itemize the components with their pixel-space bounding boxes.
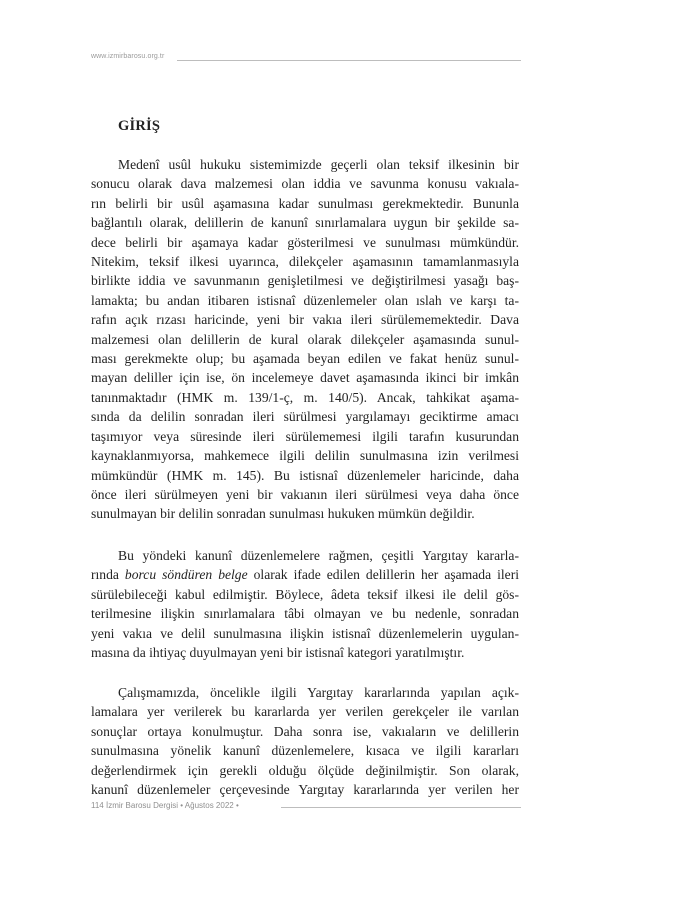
text-line: mümkündür (HMK m. 145). Bu istisnaî düzenlemeler haricinde, daha (91, 467, 519, 483)
footer-text: 114 İzmir Barosu Dergisi • Ağustos 2022 • (91, 801, 239, 810)
text-line: rın belirli bir usûl aşamasına kadar sunulması gerekmektedir. Bununla (91, 195, 519, 211)
text-line: sında da delilin sonradan ileri sürülmesi yargılamayı geciktirme amacı (91, 409, 519, 425)
text-line: değerlendirmek için gerekli olduğu ölçüde değinilmiştir. Son olarak, (91, 762, 519, 778)
footer-rule (281, 807, 521, 808)
text-line: sunulmayan bir delilin sonradan sunulması hukuken mümkün değildir. (91, 506, 475, 522)
section-title: GİRİŞ (118, 118, 161, 134)
text-line: kaynaklanmıyorsa, mahkemece ilgili delilin sunulmasına izin verilmesi (91, 448, 519, 464)
text-line: Medenî usûl hukuku sistemimizde geçerli olan teksif ilkesinin bir (118, 157, 519, 172)
text-line: sürülebileceği kabul edilmiştir. Böylece, âdeta teksif ilkesi ile delil gös- (91, 586, 519, 602)
running-footer (91, 801, 521, 815)
paragraph-3 (91, 683, 519, 799)
text-line: Çalışmamızda, öncelikle ilgili Yargıtay kararlarında yapılan açık- (118, 685, 519, 700)
paragraph-1 (91, 155, 519, 524)
text-line: taşımıyor veya süresinde ileri sürülememesi ilgili tarafın kusurundan (91, 428, 519, 444)
text-line: kanunî düzenlemeler çerçevesinde Yargıtay kararlarında yer verilen her (91, 782, 519, 798)
text-line: dece belirli bir aşamaya kadar gösterilmesi ve sunulması mümkündür. (91, 234, 519, 250)
text-line: lamalara yer verilerek bu kararlarda yer verilen gerekçeler ile varılan (91, 704, 519, 720)
text-line: bağlantılı olarak, delillerin de kanunî sınırlamalara uygun bir şekilde sa- (91, 215, 519, 231)
text-line: rafın açık rızası haricinde, yeni bir vakıa ileri sürülememektedir. Dava (91, 312, 519, 328)
text-line: önce ileri sürülmeyen yeni bir vakıanın ileri sürülmesi veya daha önce (91, 486, 519, 502)
text-line: lamakta; bu andan itibaren istisnaî düzenlemeler olan ıslah ve karşı ta- (91, 292, 519, 308)
italic-term: borcu söndüren belge (124, 567, 248, 583)
text-line: birlikte iddia ve savunmanın genişletilmesi ve değiştirilmesi yasağı baş- (91, 273, 519, 289)
running-header (91, 53, 521, 67)
text-line (91, 565, 519, 584)
text-line: yeni vakıa ve delil sunulmasına ilişkin istisnaî düzenlemelerin uygulan- (91, 625, 519, 641)
text-fragment: olarak ifade edilen delillerin her aşamada ileri (247, 567, 519, 583)
paragraph-2 (91, 546, 519, 662)
text-line: mayan deliller için ise, ön incelemeye davet aşamasında ikinci bir imkân (91, 370, 519, 386)
header-rule (177, 60, 521, 61)
text-line: tanınmaktadır (HMK m. 139/1-ç, m. 140/5). Ancak, tahkikat aşama- (91, 389, 519, 405)
text-line: sonuçlar ortaya konulmuştur. Daha sonra ise, vakıaların ve delillerin (91, 723, 519, 739)
text-line: Nitekim, teksif ilkesi uyarınca, dilekçeler aşamasının tamamlanmasıyla (91, 254, 519, 270)
header-url[interactable]: www.izmirbarosu.org.tr (91, 53, 165, 60)
text-line: masına da ihtiyaç duyulmayan yeni bir istisnaî kategori yaratılmıştır. (91, 645, 465, 661)
text-line: sunulmasına yönelik kanunî düzenlemelere, kısaca ve ilgili kararları (91, 743, 519, 759)
text-line: ması gerekmekte olup; bu aşamada beyan edilen ve fakat henüz sunul- (91, 351, 519, 367)
text-line: malzemesi olan delillerin de kural olarak dilekçeler aşamasında sunul- (91, 331, 519, 347)
text-line: Bu yöndeki kanunî düzenlemelere rağmen, çeşitli Yargıtay kararla- (118, 548, 519, 563)
text-line: terilmesine ilişkin sınırlamalara tâbi olmayan ve bu nedenle, sonradan (91, 606, 519, 622)
text-fragment: rında (91, 567, 125, 583)
text-line: sonucu olarak dava malzemesi olan iddia ve savunma konusu vakıala- (91, 176, 519, 192)
